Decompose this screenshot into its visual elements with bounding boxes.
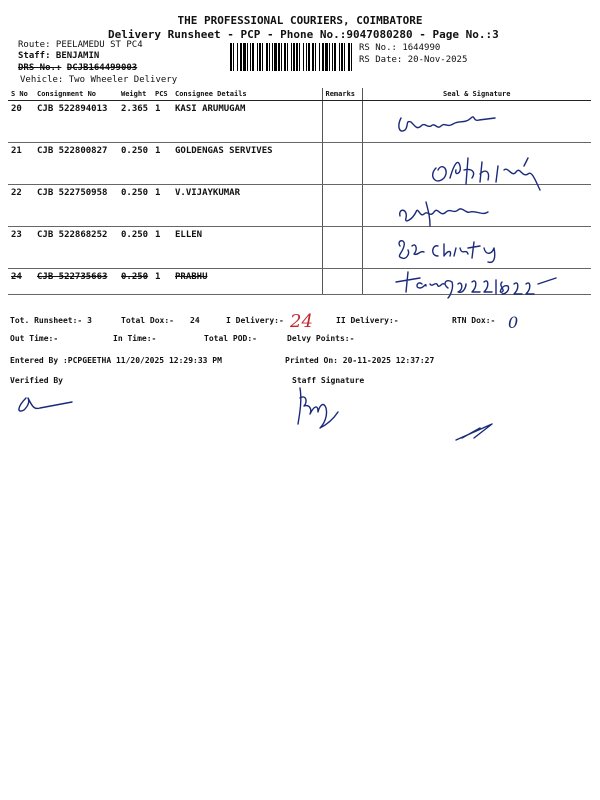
drs-label: DRS No.: [18, 63, 62, 73]
barcode-bar [312, 43, 314, 71]
barcode-bar [303, 43, 304, 71]
barcode-bar [230, 43, 232, 71]
barcode-bar [308, 43, 310, 71]
col-header-consignee: Consignee Details [172, 88, 322, 101]
total-dox-label: Total Dox:- [121, 316, 174, 325]
delvy-points: Delvy Points:- [287, 334, 355, 343]
cell-consignee: V.VIJAYKUMAR [172, 185, 322, 227]
total-pod: Total POD:- [204, 334, 257, 343]
out-time: Out Time:- [10, 334, 59, 343]
i-delivery: I Delivery:- [226, 316, 284, 325]
in-time: In Time:- [113, 334, 157, 343]
barcode-bar [334, 43, 336, 71]
rtn-dox: RTN Dox:- [452, 316, 496, 325]
barcode [230, 43, 354, 71]
handwritten-signature-row-23 [396, 232, 516, 266]
ii-delivery: II Delivery:- [336, 316, 399, 325]
barcode-bar [259, 43, 261, 71]
barcode-bar [287, 43, 288, 71]
vehicle-text: Vehicle: Two Wheeler Delivery [20, 75, 178, 85]
barcode-bar [322, 43, 324, 71]
cell-weight: 0.250 [118, 269, 152, 295]
total-dox-value: 24 [190, 316, 200, 325]
rs-date: RS Date: 20-Nov-2025 [359, 55, 468, 65]
barcode-bar [319, 43, 320, 71]
verified-by-signature [14, 392, 84, 418]
col-header-consignment: Consignment No [34, 88, 118, 101]
barcode-bar [252, 43, 254, 71]
barcode-bar [233, 43, 234, 71]
barcode-bar [284, 43, 286, 71]
barcode-bar [332, 43, 333, 71]
barcode-bar [351, 43, 352, 71]
cell-consignment: CJB 522868252 [34, 227, 118, 269]
cell-pcs: 1 [152, 185, 172, 227]
cell-pcs: 1 [152, 269, 172, 295]
barcode-bar [293, 43, 295, 71]
runsheet-subtitle: Delivery Runsheet - PCP - Phone No.:9047080280 - Page No.:3 [108, 28, 499, 41]
cell-remarks [322, 269, 362, 295]
col-header-pcs: PCS [152, 88, 172, 101]
cell-consignee: KASI ARUMUGAM [172, 101, 322, 143]
barcode-bar [247, 43, 248, 71]
i-delivery-handwritten: 24 [290, 311, 313, 332]
barcode-bar [272, 43, 273, 71]
rs-number: RS No.: 1644990 [359, 43, 441, 53]
stray-pen-mark [452, 420, 502, 444]
barcode-bar [329, 43, 330, 71]
barcode-bar [306, 43, 307, 71]
staff-signature [294, 384, 354, 432]
barcode-bar [269, 43, 270, 71]
barcode-bar [262, 43, 263, 71]
barcode-bar [237, 43, 238, 71]
barcode-bar [341, 43, 343, 71]
barcode-bar [274, 43, 277, 71]
table-header-row [8, 88, 591, 101]
col-header-seal: Seal & Signature [362, 88, 591, 101]
company-title: THE PROFESSIONAL COURIERS, COIMBATORE [177, 14, 423, 27]
cell-remarks [322, 101, 362, 143]
cell-remarks [322, 143, 362, 185]
cell-sno: 20 [8, 101, 34, 143]
cell-consignment: CJB 522735663 [34, 269, 118, 295]
cell-sno: 21 [8, 143, 34, 185]
barcode-bar [344, 43, 345, 71]
handwritten-signature-row-20 [395, 108, 515, 142]
barcode-bar [240, 43, 242, 71]
printed-on: Printed On: 20-11-2025 12:37:27 [285, 356, 435, 365]
cell-consignee: ELLEN [172, 227, 322, 269]
drs-line [18, 63, 137, 73]
cell-remarks [322, 185, 362, 227]
cell-pcs: 1 [152, 101, 172, 143]
staff-text: Staff: BENJAMIN [18, 51, 100, 61]
verified-by-label: Verified By [10, 376, 63, 385]
barcode-bar [281, 43, 282, 71]
cell-pcs: 1 [152, 143, 172, 185]
cell-pcs: 1 [152, 227, 172, 269]
cell-consignment: CJB 522800827 [34, 143, 118, 185]
cell-consignee: PRABHU [172, 269, 322, 295]
tot-runsheet: Tot. Runsheet:- 3 [10, 316, 92, 325]
cell-weight: 2.365 [118, 101, 152, 143]
cell-consignment: CJB 522894013 [34, 101, 118, 143]
barcode-bar [266, 43, 268, 71]
handwritten-signature-row-24 [392, 264, 582, 304]
barcode-bar [291, 43, 292, 71]
barcode-bar [243, 43, 246, 71]
barcode-bar [299, 43, 300, 71]
barcode-bar [325, 43, 328, 71]
barcode-bar [250, 43, 251, 71]
barcode-bar [339, 43, 340, 71]
barcode-bar [315, 43, 316, 71]
cell-consignment: CJB 522750958 [34, 185, 118, 227]
cell-sno: 24 [8, 269, 34, 295]
cell-sno: 22 [8, 185, 34, 227]
col-header-remarks: Remarks [322, 88, 362, 101]
cell-weight: 0.250 [118, 143, 152, 185]
barcode-bar [296, 43, 298, 71]
handwritten-signature-row-22 [396, 192, 506, 228]
cell-weight: 0.250 [118, 227, 152, 269]
drs-value: DCJB164499003 [66, 63, 138, 73]
route-text: Route: PEELAMEDU ST PC4 [18, 40, 143, 50]
cell-consignee: GOLDENGAS SERVIVES [172, 143, 322, 185]
cell-sno: 23 [8, 227, 34, 269]
entered-by: Entered By :PCPGEETHA 11/20/2025 12:29:33 PM [10, 356, 222, 365]
rtn-handwritten: 0 [508, 313, 519, 332]
barcode-bar [348, 43, 350, 71]
cell-remarks [322, 227, 362, 269]
col-header-weight: Weight [118, 88, 152, 101]
staff-signature-label: Staff Signature [292, 376, 365, 385]
barcode-bar [278, 43, 280, 71]
handwritten-signature-row-21 [428, 148, 558, 192]
cell-weight: 0.250 [118, 185, 152, 227]
col-header-sno: S No [8, 88, 34, 101]
barcode-bar [257, 43, 258, 71]
